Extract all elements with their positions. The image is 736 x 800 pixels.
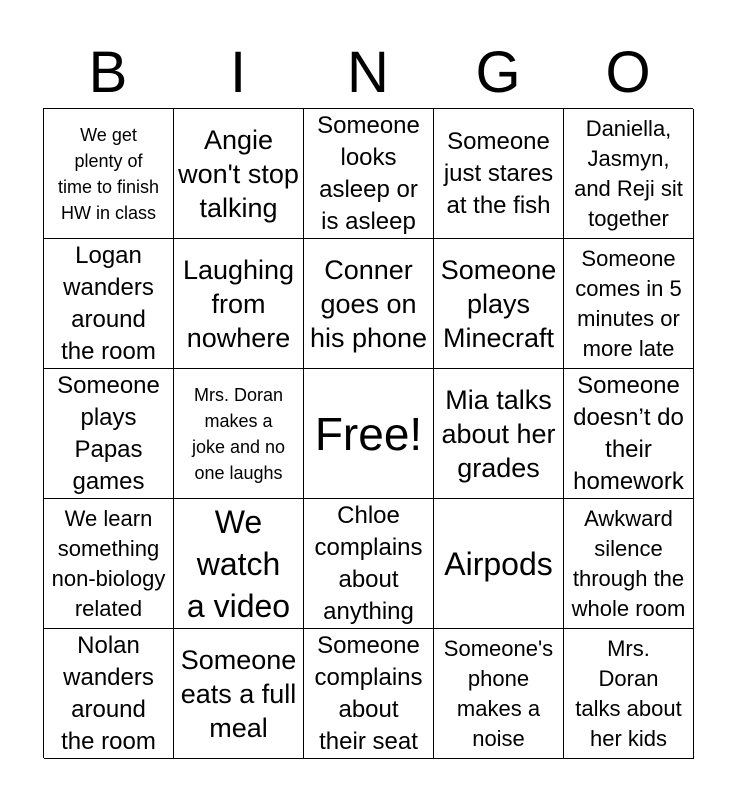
bingo-cell-text: We get plenty of time to finish HW in class xyxy=(57,124,160,223)
bingo-cell-r5c3[interactable] xyxy=(304,629,434,759)
bingo-cell-r2c3[interactable] xyxy=(304,239,434,369)
bingo-cell-text: Mrs. Doran makes a joke and no one laughs xyxy=(191,384,286,483)
bingo-cell-text: Someone plays Minecraft xyxy=(440,254,557,353)
header-letter-n: N xyxy=(347,40,389,105)
bingo-cell-text: Someone plays Papas games xyxy=(57,371,160,495)
bingo-cell-r1c2[interactable] xyxy=(174,109,304,239)
bingo-cell-r3c5[interactable] xyxy=(564,369,694,499)
bingo-cell-text: Logan wanders around the room xyxy=(61,241,156,365)
bingo-cell-text: Someone eats a full meal xyxy=(180,644,297,743)
bingo-cell-text: We learn something non-biology related xyxy=(51,505,166,621)
bingo-cell-r2c2[interactable] xyxy=(174,239,304,369)
bingo-cell-r5c4[interactable] xyxy=(434,629,564,759)
bingo-cell-text: Airpods xyxy=(444,545,553,582)
bingo-cell-text: Mrs. Doran talks about her kids xyxy=(575,635,682,751)
bingo-cell-r2c5[interactable] xyxy=(564,239,694,369)
bingo-cell-r5c2[interactable] xyxy=(174,629,304,759)
bingo-cell-text: Chloe complains about anything xyxy=(314,501,423,625)
bingo-header xyxy=(43,38,693,108)
bingo-cell-r5c1[interactable] xyxy=(44,629,174,759)
header-letter-b: B xyxy=(88,40,128,105)
bingo-cell-text: Mia talks about her grades xyxy=(441,384,556,483)
bingo-cell-r5c5[interactable] xyxy=(564,629,694,759)
bingo-cell-text: Someone comes in 5 minutes or more late xyxy=(575,245,682,361)
bingo-cell-text: Conner goes on his phone xyxy=(309,254,428,353)
bingo-cell-r2c1[interactable] xyxy=(44,239,174,369)
bingo-cell-r1c3[interactable] xyxy=(304,109,434,239)
bingo-cell-free[interactable] xyxy=(304,369,434,499)
bingo-cell-text: Someone looks asleep or is asleep xyxy=(317,111,420,235)
bingo-cell-text: We watch a video xyxy=(186,503,291,624)
bingo-cell-r4c2[interactable] xyxy=(174,499,304,629)
bingo-cell-r1c4[interactable] xyxy=(434,109,564,239)
bingo-cell-r2c4[interactable] xyxy=(434,239,564,369)
bingo-cell-r4c1[interactable] xyxy=(44,499,174,629)
bingo-cell-text: Someone's phone makes a noise xyxy=(443,635,554,751)
bingo-cell-r4c3[interactable] xyxy=(304,499,434,629)
bingo-cell-text: Daniella, Jasmyn, and Reji sit together xyxy=(574,115,683,231)
bingo-board xyxy=(43,108,693,758)
header-letter-g: G xyxy=(475,40,521,105)
bingo-cell-r3c4[interactable] xyxy=(434,369,564,499)
bingo-cell-text: Free! xyxy=(314,407,423,460)
bingo-cell-r3c1[interactable] xyxy=(44,369,174,499)
bingo-cell-text: Awkward silence through the whole room xyxy=(571,505,686,621)
bingo-cell-r4c4[interactable] xyxy=(434,499,564,629)
header-letter-i: I xyxy=(229,40,247,105)
bingo-cell-text: Nolan wanders around the room xyxy=(61,631,156,755)
bingo-cell-text: Laughing from nowhere xyxy=(182,254,295,353)
bingo-cell-r1c5[interactable] xyxy=(564,109,694,239)
bingo-cell-r1c1[interactable] xyxy=(44,109,174,239)
header-letter-o: O xyxy=(605,40,651,105)
bingo-cell-r3c2[interactable] xyxy=(174,369,304,499)
bingo-cell-text: Someone complains about their seat xyxy=(314,631,423,755)
bingo-cell-r4c5[interactable] xyxy=(564,499,694,629)
bingo-cell-text: Someone just stares at the fish xyxy=(443,127,554,219)
bingo-cell-text: Angie won't stop talking xyxy=(178,124,299,223)
bingo-cell-text: Someone doesn’t do their homework xyxy=(573,371,684,495)
